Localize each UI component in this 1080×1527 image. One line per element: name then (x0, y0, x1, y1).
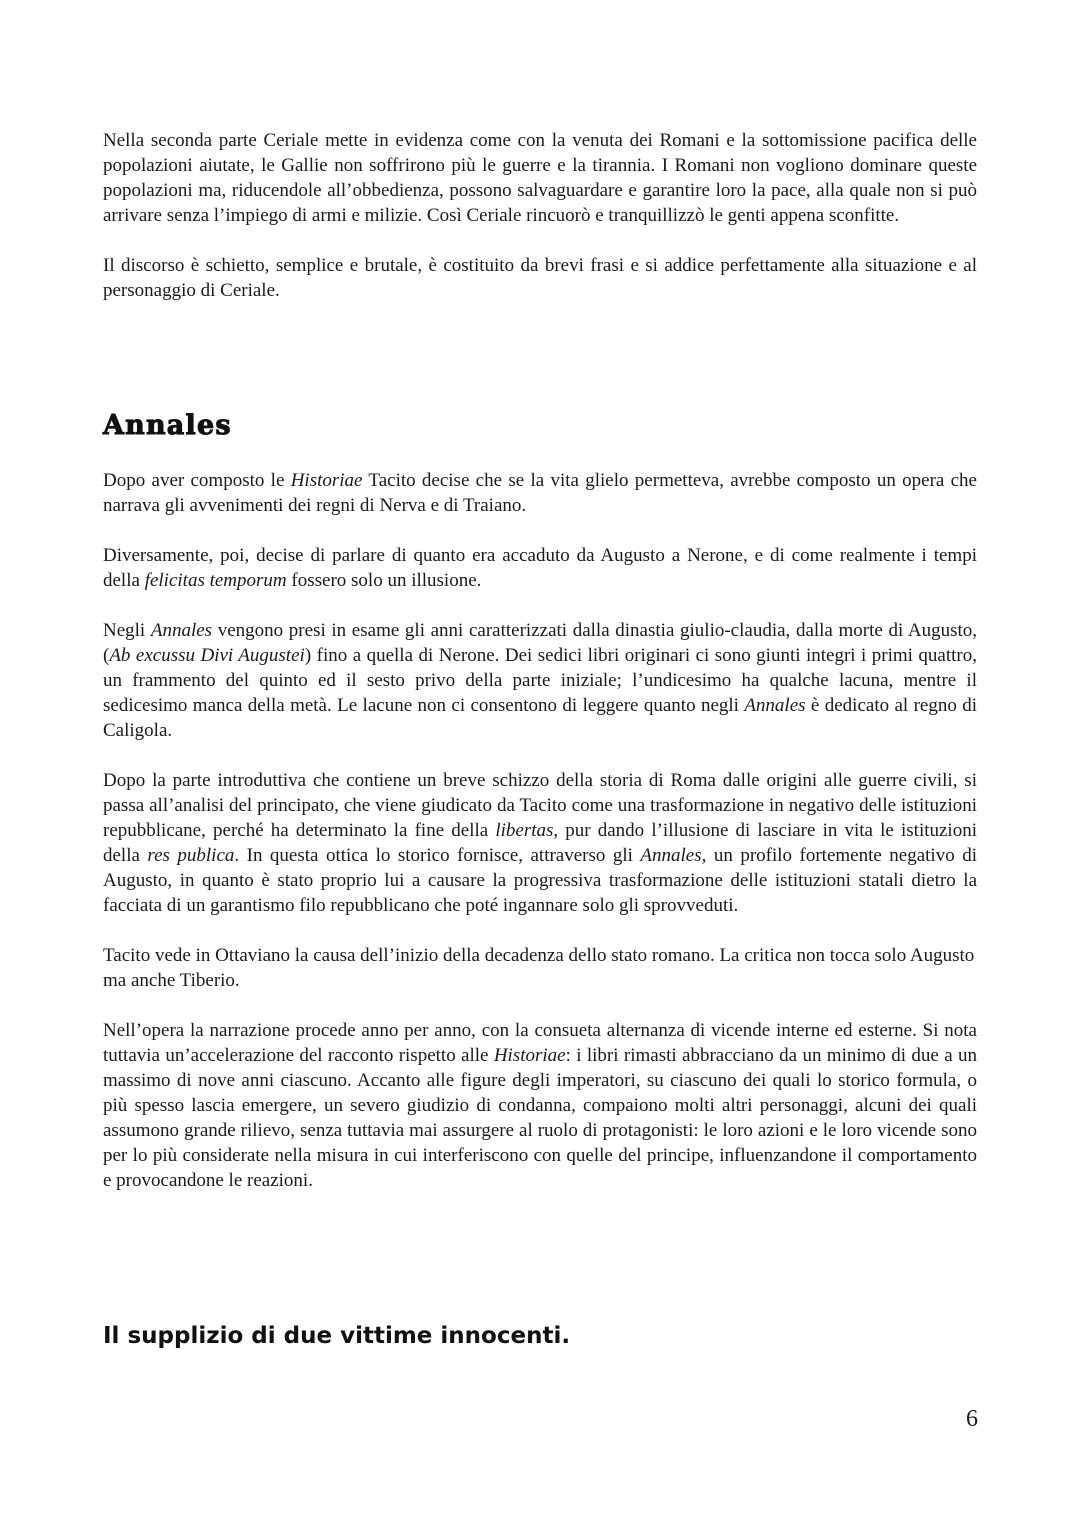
paragraph-annales-5: Tacito vede in Ottaviano la causa dell’inizio della decadenza dello stato romano. La critica non tocca solo Augusto ma anche Tiberio. (103, 945, 975, 991)
paragraph-ceriale-seconda-parte: Nella seconda parte Ceriale mette in evidenza come con la venuta dei Romani e la sottomissione pacifica delle popolazioni aiutate, le Gallie non soffrirono più le guerre e la tirannia. I Romani non vogliono dominare queste popolazioni ma, riducendole all’obbedienza, possono salvaguardare e garantire loro la pace, alla quale non si può arrivare senza l’impiego di armi e milizie. Così Ceriale rincuorò e tranquillizzò le genti appena sconfitte. (103, 130, 977, 226)
annales-text-block (103, 468, 977, 1193)
paragraph-ceriale-discorso: Il discorso è schietto, semplice e brutale, è costituito da brevi frasi e si addice perfettamente alla situazione e al personaggio di Ceriale. (103, 255, 977, 301)
paragraph-annales-1: Dopo aver composto le Historiae Tacito decise che se la vita glielo permetteva, avrebbe composto un opera che narrava gli avvenimenti dei regni di Nerva e di Traiano. (103, 470, 977, 516)
top-text-block (103, 128, 977, 303)
page-number: 6 (966, 1406, 978, 1432)
paragraph-annales-3: Negli Annales vengono presi in esame gli anni caratterizzati dalla dinastia giulio-claudia, dalla morte di Augusto, (Ab excussu Divi Augustei) fino a quella di Nerone. Dei sedici libri originari ci sono giunti integri i primi quattro, un frammento del quinto ed il sesto privo della parte iniziale; l’undicesimo ha qualche lacuna, mentre il sedicesimo manca della metà. Le lacune non ci consentono di leggere quanto negli Annales è dedicato al regno di Caligola. (103, 620, 977, 741)
section-heading-supplizio: Il supplizio di due vittime innocenti. (103, 1323, 571, 1349)
paragraph-annales-6: Nell’opera la narrazione procede anno per anno, con la consueta alternanza di vicende interne ed esterne. Si nota tuttavia un’accelerazione del racconto rispetto alle Historiae: i libri rimasti abbracciano da un minimo di due a un massimo di nove anni ciascuno. Accanto alle figure degli imperatori, su ciascuno dei quali lo storico formula, o più spesso lascia emergere, un severo giudizio di condanna, compaiono molti altri personaggi, alcuni dei quali assumono grande rilievo, senza tuttavia mai assurgere al ruolo di protagonisti: le loro azioni e le loro vicende sono per lo più considerate nella misura in cui interferiscono con quelle del principe, influenzandone il comportamento e provocandone le reazioni. (103, 1020, 977, 1191)
paragraph-annales-2: Diversamente, poi, decise di parlare di quanto era accaduto da Augusto a Nerone, e di come realmente i tempi della felicitas temporum fossero solo un illusione. (103, 545, 977, 591)
section-heading-annales: Annales (103, 410, 232, 441)
paragraph-annales-4: Dopo la parte introduttiva che contiene un breve schizzo della storia di Roma dalle origini alle guerre civili, si passa all’analisi del principato, che viene giudicato da Tacito come una trasformazione in negativo delle istituzioni repubblicane, perché ha determinato la fine della libertas, pur dando l’illusione di lasciare in vita le istituzioni della res publica. In questa ottica lo storico fornisce, attraverso gli Annales, un profilo fortemente negativo di Augusto, in quanto è stato proprio lui a causare la progressiva trasformazione delle istituzioni statali dietro la facciata di un garantismo filo repubblicano che poté ingannare solo gli sprovveduti. (103, 770, 977, 916)
